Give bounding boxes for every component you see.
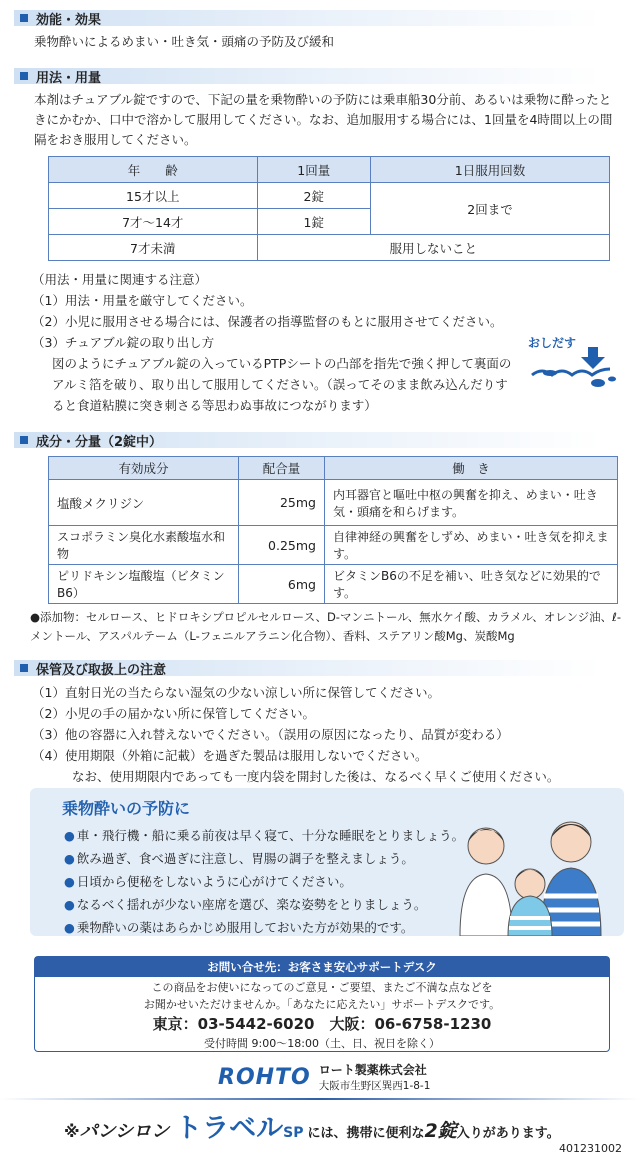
cell: 1錠 <box>257 209 371 235</box>
note-item: （2）小児に服用させる場合には、保護者の指導監督のもとに服用させてください。 <box>32 314 503 329</box>
cell: 0.25mg <box>239 526 325 565</box>
company-address: 大阪市生野区巽西1-8-1 <box>318 1080 431 1092</box>
list-item: ● なるべく揺れが少ない座席を選び、楽な姿勢をとりましょう。 <box>64 893 464 916</box>
note-item: （1）用法・用量を厳守してください。 <box>32 293 253 308</box>
section-title: 効能・効果 <box>36 12 102 28</box>
section-storage-header <box>16 658 624 678</box>
footer-text: 入りがあります。 <box>456 1126 560 1141</box>
additives-text: ●添加物：セルロース、ヒドロキシプロピルセルロース、D-マンニトール、無水ケイ酸、カラメル、オレンジ油、ℓ-メントール、アスパルテーム（L-フェニルアラニン化合物）、香料、ステアリン酸Mg、炭酸Mg <box>30 610 622 643</box>
cell: スコポラミン臭化水素酸塩水和物 <box>49 526 239 565</box>
prevention-box <box>30 788 624 936</box>
th-amount: 配合量 <box>239 457 325 480</box>
prevention-title: 乗物酔いの予防に <box>62 799 191 818</box>
figure-label: おしだす <box>528 336 577 350</box>
support-line: お聞かせいただけませんか。「あなたに応えたい」サポートデスクです。 <box>143 998 501 1011</box>
support-head: お問い合せ先：お客さま安心サポートデスク <box>35 957 609 977</box>
notes-title: （用法・用量に関連する注意） <box>32 272 208 287</box>
note-detail: 図のようにチュアブル錠の入っているPTPシートの凸部を指先で強く押して裏面のアルミ箔を破り、取り出して服用してください。（誤ってそのまま飲み込んだりすると食道粘膜に突き刺さる等思わぬ事故につながります） <box>52 356 512 413</box>
cell: ビタミンB6の不足を補い、吐き気などに効果的です。 <box>325 565 618 604</box>
footer-divider <box>0 1098 640 1100</box>
cell: 内耳器官と嘔吐中枢の興奮を抑え、めまい・吐き気・頭痛を和らげます。 <box>325 480 618 526</box>
list-item: ● 飲み過ぎ、食べ過ぎに注意し、胃腸の調子を整えましょう。 <box>64 847 464 870</box>
dosage-table <box>48 156 610 261</box>
list-item: ● 乗物酔いの薬はあらかじめ服用しておいた方が効果的です。 <box>64 916 464 939</box>
section-title: 成分・分量（2錠中） <box>36 434 163 450</box>
th-function: 働 き <box>325 457 618 480</box>
ptp-figure <box>528 333 628 393</box>
footer-two-tablets: 2錠 <box>424 1120 457 1142</box>
th-ingredient: 有効成分 <box>49 457 239 480</box>
effects-text: 乗物酔いによるめまい・吐き気・頭痛の予防及び緩和 <box>34 34 335 49</box>
list-item: （3）他の容器に入れ替えないでください。（誤用の原因になったり、品質が変わる） <box>32 727 509 742</box>
cell: 自律神経の興奮をしずめ、めまい・吐き気を抑えます。 <box>325 526 618 565</box>
footer-mark: ※ <box>64 1122 80 1141</box>
list-item: （4）使用期限（外箱に記載）を過ぎた製品は服用しないでください。 <box>32 748 428 763</box>
company-name: ロート製薬株式会社 <box>318 1063 427 1077</box>
note-item: （3）チュアブル錠の取り出し方 <box>32 335 215 350</box>
product-sp: SP <box>283 1125 304 1141</box>
cell: 2錠 <box>257 183 371 209</box>
th-times: 1日服用回数 <box>371 157 610 183</box>
footer-text: には、携帯に便利な <box>307 1126 425 1141</box>
brand-name: パンシロン <box>79 1121 170 1142</box>
th-age: 年 齢 <box>49 157 258 183</box>
support-phone: 東京：03-5442-6020 大阪：06-6758-1230 <box>152 1015 492 1033</box>
section-ingredients-header <box>16 430 624 450</box>
cell: 15才以上 <box>49 183 258 209</box>
cell: ピリドキシン塩酸塩（ビタミンB6） <box>49 565 239 604</box>
cell: 塩酸メクリジン <box>49 480 239 526</box>
storage-list <box>16 682 624 787</box>
rohto-logo: ROHTO <box>218 1064 311 1090</box>
list-item: （1）直射日光の当たらない湿気の少ない涼しい所に保管してください。 <box>32 685 440 700</box>
cell: 6mg <box>239 565 325 604</box>
prevention-list <box>64 824 464 939</box>
company-block <box>218 1060 430 1094</box>
family-illustration <box>446 806 616 936</box>
support-desk-box <box>34 956 610 1052</box>
cell: 7才未満 <box>49 235 258 261</box>
ingredients-table <box>48 456 618 604</box>
list-item: ● 車・飛行機・船に乗る前夜は早く寝て、十分な睡眠をとりましょう。 <box>64 824 464 847</box>
list-item: なお、使用期限内であっても一度内袋を開封した後は、なるべく早くご使用ください。 <box>72 769 560 784</box>
cell: 服用しないこと <box>257 235 609 261</box>
ptp-press-icon <box>528 347 624 391</box>
section-title: 用法・用量 <box>36 70 102 86</box>
support-hours: 受付時間 9:00～18:00（土、日、祝日を除く） <box>204 1037 440 1050</box>
section-title: 保管及び取扱上の注意 <box>36 662 167 678</box>
cell: 2回まで <box>371 183 610 235</box>
th-dose: 1回量 <box>257 157 371 183</box>
section-dosage-header <box>16 66 624 86</box>
cell: 25mg <box>239 480 325 526</box>
list-item: ● 日頃から便秘をしないように心がけてください。 <box>64 870 464 893</box>
dosage-notes <box>16 269 624 416</box>
list-item: （2）小児の手の届かない所に保管してください。 <box>32 706 315 721</box>
section-effects-header <box>16 8 624 28</box>
support-line: この商品をお使いになってのご意見・ご要望、またご不満な点などを <box>151 981 493 994</box>
footer-ad <box>64 1106 560 1145</box>
product-name: トラベル <box>175 1113 284 1144</box>
cell: 7才～14才 <box>49 209 258 235</box>
dosage-text: 本剤はチュアブル錠ですので、下記の量を乗物酔いの予防には乗車船30分前、あるいは乗物に酔ったときにかむか、口中で溶かして服用してください。なお、追加服用する場合には、1回量を4時間以上の間隔をおき服用してください。 <box>34 92 613 147</box>
product-code: 401231002 <box>559 1142 622 1155</box>
